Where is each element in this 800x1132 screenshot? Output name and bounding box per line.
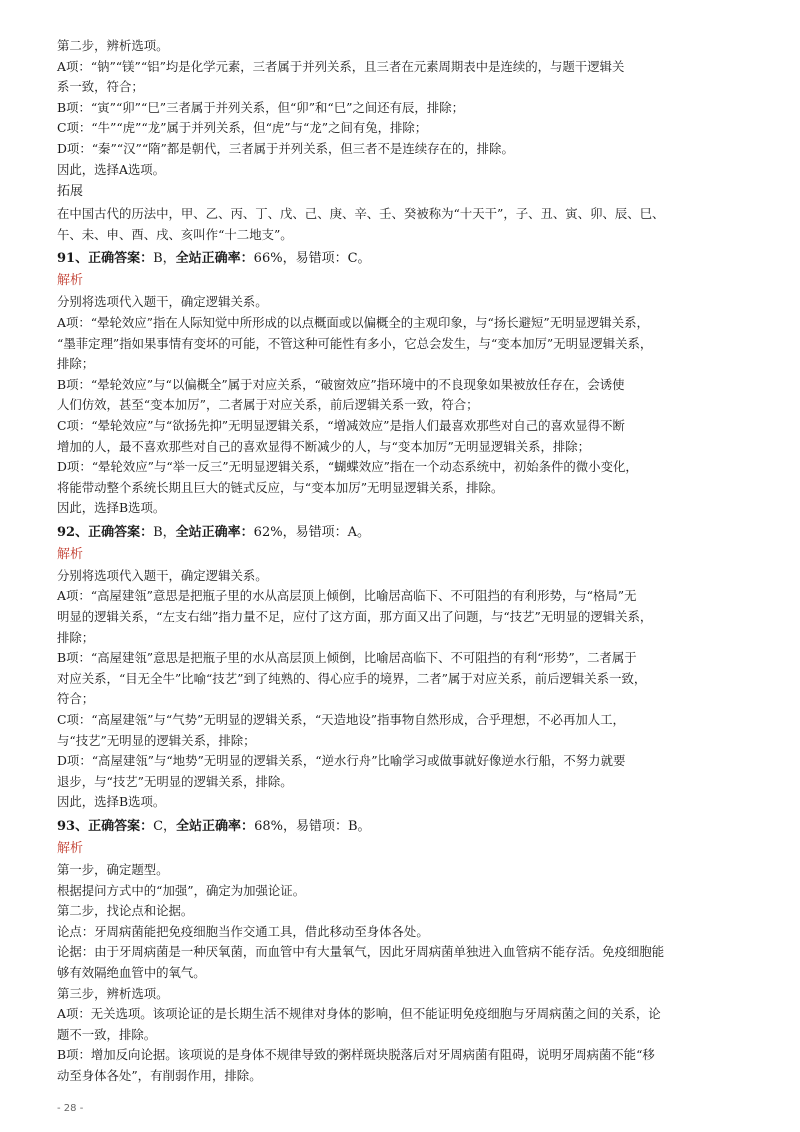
text-line: 因此，选择B选项。 bbox=[57, 794, 166, 810]
document-page bbox=[57, 36, 757, 1087]
tuozhan-section bbox=[57, 180, 757, 245]
block1 bbox=[57, 36, 757, 180]
question-92 bbox=[57, 522, 757, 813]
rate-label: 全站正确率： bbox=[175, 251, 254, 267]
question-91 bbox=[57, 248, 757, 519]
text-line: 因此，选择A选项。 bbox=[57, 161, 166, 177]
text-line: “墨菲定理”指如果事情有变坏的可能，不管这种可能性有多小，它总会发生，与“变本加厉”无明显逻辑关系， bbox=[57, 335, 653, 351]
text-line: D项：“高屋建瓴”与“地势”无明显的逻辑关系，“逆水行舟”比喻学习或做事就好像逆水行船，不努力就要 bbox=[57, 753, 626, 769]
text-line: 第一步，确定题型。 bbox=[57, 862, 169, 877]
jiexi-heading: 解析 bbox=[57, 841, 84, 856]
answer-header bbox=[57, 248, 757, 269]
text-line: 第二步，辨析选项。 bbox=[57, 38, 169, 53]
rate-value: 66%，易错项：C。 bbox=[253, 251, 371, 267]
text-line: 排除； bbox=[57, 629, 95, 645]
text-line: 在中国古代的历法中，甲、乙、丙、丁、戊、己、庚、辛、壬、癸被称为“十天干”，子、丑、寅、卯、辰、巳、 bbox=[57, 206, 665, 222]
text-line: 分别将选项代入题干，确定逻辑关系。 bbox=[57, 567, 268, 583]
text-line: 符合； bbox=[57, 691, 95, 707]
page-number: - 28 - bbox=[57, 1103, 84, 1114]
rate-label: 全站正确率： bbox=[175, 524, 254, 540]
text-line: A项：“高屋建瓴”意思是把瓶子里的水从高层顶上倾倒，比喻居高临下、不可阻挡的有利形势，与“格局”无 bbox=[57, 588, 637, 604]
text-line: 排除； bbox=[57, 356, 95, 372]
rate-value: 62%，易错项：A。 bbox=[253, 524, 370, 540]
text-line: B项：“高屋建瓴”意思是把瓶子里的水从高层顶上倾倒，比喻居高临下、不可阻挡的有利“形势”，二者属于 bbox=[57, 650, 637, 666]
answer-value: B， bbox=[153, 524, 176, 540]
text-line: 系一致，符合； bbox=[57, 79, 144, 95]
answer-label: 92、正确答案： bbox=[57, 524, 154, 540]
text-line: 够有效隔绝血管中的氧气。 bbox=[57, 964, 206, 980]
answer-label: 91、正确答案： bbox=[57, 251, 154, 267]
text-line: C项：“高屋建瓴”与“气势”无明显的逻辑关系，“天造地设”指事物自然形成，合乎理想，不必再加人工， bbox=[57, 712, 625, 728]
text-line: 论点：牙周病菌能把免疫细胞当作交通工具，借此移动至身体各处。 bbox=[57, 923, 429, 939]
answer-header bbox=[57, 816, 757, 837]
text-line: 与“技艺”无明显的逻辑关系，排除； bbox=[57, 732, 256, 748]
text-line: 分别将选项代入题干，确定逻辑关系。 bbox=[57, 294, 268, 310]
text-line: 将能带动整个系统长期且巨大的链式反应，与“变本加厉”无明显逻辑关系，排除。 bbox=[57, 479, 504, 495]
text-line: 动至身体各处”，有削弱作用，排除。 bbox=[57, 1067, 262, 1083]
text-line: B项：增加反向论据。该项说的是身体不规律导致的粥样斑块脱落后对牙周病菌有阻碍，说明牙周病菌不能“移 bbox=[57, 1047, 655, 1063]
text-line: D项：“秦”“汉”“隋”都是朝代，三者属于并列关系，但三者不是连续存在的，排除。 bbox=[57, 140, 514, 156]
text-line: 论据：由于牙周病菌是一种厌氧菌，而血管中有大量氧气，因此牙周病菌单独进入血管病不能存活。免疫细胞能 bbox=[57, 944, 665, 960]
text-line: 因此，选择B选项。 bbox=[57, 500, 166, 516]
answer-value: B， bbox=[153, 251, 176, 267]
text-line: 题不一致，排除。 bbox=[57, 1026, 157, 1042]
jiexi-heading: 解析 bbox=[57, 546, 84, 562]
tuozhan-heading: 拓展 bbox=[57, 184, 84, 200]
text-line: 增加的人，最不喜欢那些对自己的喜欢显得不断减少的人，与“变本加厉”无明显逻辑关系，排除； bbox=[57, 438, 591, 454]
answer-value: C， bbox=[153, 819, 177, 834]
text-line: B项：“寅”“卯”“巳”三者属于并列关系，但“卯”和“巳”之间还有辰，排除； bbox=[57, 99, 464, 115]
text-line: C项：“牛”“虎”“龙”属于并列关系，但“虎”与“龙”之间有兔，排除； bbox=[57, 120, 428, 136]
text-line: B项：“晕轮效应”与“以偏概全”属于对应关系，“破窗效应”指环境中的不良现象如果被放任存在，会诱使 bbox=[57, 376, 625, 392]
question-93 bbox=[57, 816, 757, 1087]
text-line: C项：“晕轮效应”与“欲扬先抑”无明显逻辑关系，“增减效应”是指人们最喜欢那些对自己的喜欢显得不断 bbox=[57, 417, 625, 433]
text-line: 明显的逻辑关系，“左支右绌”指力量不足，应付了这方面，那方面又出了问题，与“技艺”无明显的逻辑关系， bbox=[57, 609, 653, 625]
text-line: 对应关系，“目无全牛”比喻“技艺”到了纯熟的、得心应手的境界，二者”属于对应关系，前后逻辑关系一致， bbox=[57, 670, 647, 686]
text-line: 根据提问方式中的“加强”，确定为加强论证。 bbox=[57, 882, 306, 898]
rate-label: 全站正确率： bbox=[176, 819, 255, 834]
text-line: 午、未、申、酉、戌、亥叫作“十二地支”。 bbox=[57, 226, 293, 242]
answer-label: 93、正确答案： bbox=[57, 819, 154, 834]
text-line: 第三步，辨析选项。 bbox=[57, 985, 169, 1001]
jiexi-heading: 解析 bbox=[57, 273, 84, 289]
text-line: 第二步，找论点和论据。 bbox=[57, 903, 194, 919]
text-line: A项：“钠”“镁”“铝”均是化学元素，三者属于并列关系，且三者在元素周期表中是连续的，与题干逻辑关 bbox=[57, 58, 625, 74]
answer-header bbox=[57, 522, 757, 543]
text-line: A项：“晕轮效应”指在人际知觉中所形成的以点概面或以偏概全的主观印象，与“扬长避短”无明显逻辑关系， bbox=[57, 314, 649, 330]
text-line: 退步，与“技艺”无明显的逻辑关系，排除。 bbox=[57, 773, 293, 789]
text-line: A项：无关选项。该项论证的是长期生活不规律对身体的影响，但不能证明免疫细胞与牙周病菌之间的关系，论 bbox=[57, 1006, 661, 1022]
text-line: 人们仿效，甚至“变本加厉”，二者属于对应关系，前后逻辑关系一致，符合； bbox=[57, 397, 479, 413]
rate-value: 68%，易错项：B。 bbox=[254, 819, 371, 834]
text-line: D项：“晕轮效应”与“举一反三”无明显逻辑关系，“蝴蝶效应”指在一个动态系统中，初始条件的微小变化， bbox=[57, 459, 638, 475]
